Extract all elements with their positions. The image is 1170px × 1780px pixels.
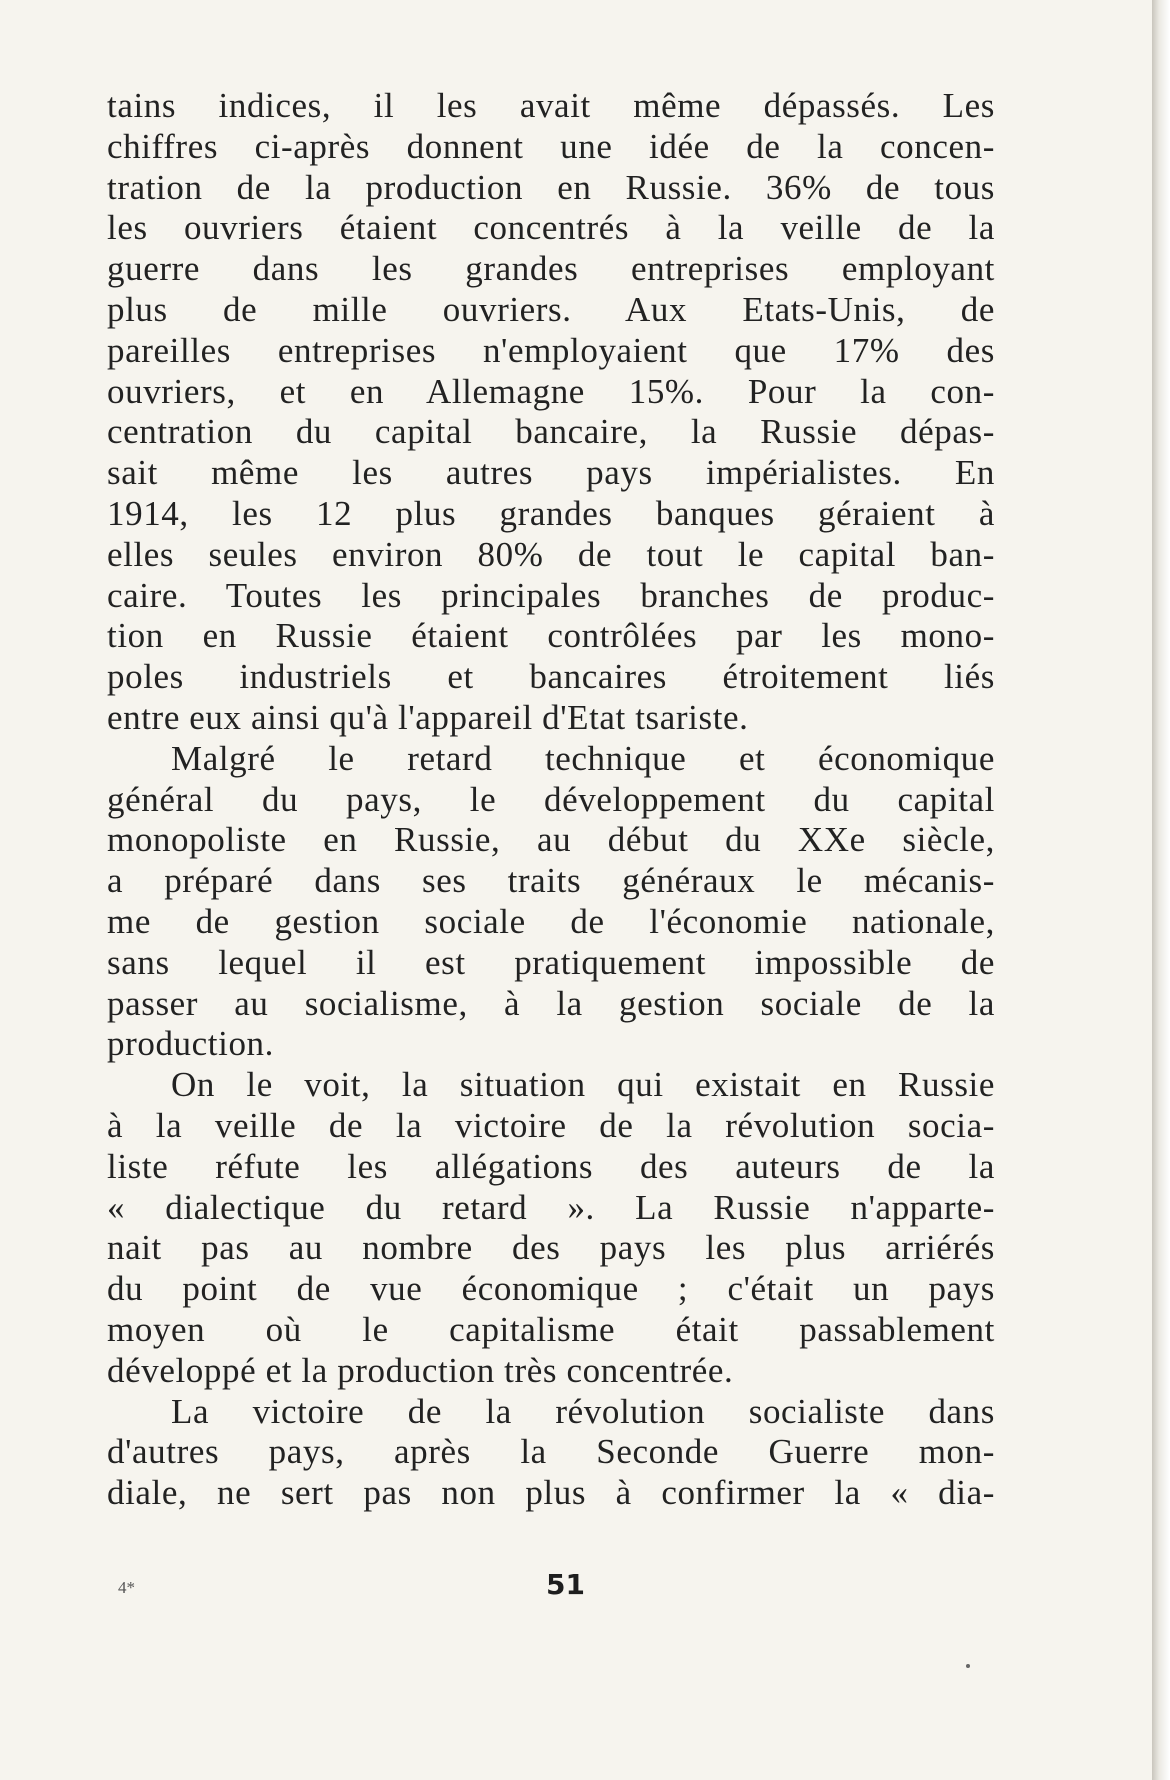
text-line: tration de la production en Russie. 36% de tous (107, 167, 995, 207)
text-line: monopoliste en Russie, au début du XXe siècle, (107, 820, 995, 860)
print-speck (966, 1664, 970, 1668)
text-line: Malgré le retard technique et économique (171, 738, 995, 778)
text-line: On le voit, la situation qui existait en Russie (171, 1065, 995, 1105)
text-line: tion en Russie étaient contrôlées par les mono- (107, 616, 995, 656)
text-line: diale, ne sert pas non plus à confirmer la « dia- (107, 1473, 995, 1513)
text-line: liste réfute les allégations des auteurs de la (107, 1146, 995, 1186)
page-number: 51 (546, 1568, 585, 1601)
text-line: ouvriers, et en Allemagne 15%. Pour la con- (107, 371, 995, 411)
text-line: a préparé dans ses traits généraux le mécanis- (107, 861, 995, 901)
page-edge (1152, 0, 1170, 1780)
text-line: développé et la production très concentrée. (107, 1350, 734, 1390)
text-line: les ouvriers étaient concentrés à la veille de la (107, 208, 995, 248)
text-line: La victoire de la révolution socialiste dans (171, 1391, 995, 1431)
text-line: 1914, les 12 plus grandes banques géraient à (107, 493, 995, 533)
signature-mark: 4* (118, 1578, 135, 1597)
text-line: à la veille de la victoire de la révolution socia- (107, 1105, 995, 1145)
text-line: poles industriels et bancaires étroitement liés (107, 657, 995, 697)
text-line: guerre dans les grandes entreprises employant (107, 249, 995, 289)
text-line: centration du capital bancaire, la Russie dépas- (107, 412, 995, 452)
text-line: me de gestion sociale de l'économie nationale, (107, 901, 995, 941)
text-line: moyen où le capitalisme était passablement (107, 1309, 995, 1349)
text-line: d'autres pays, après la Seconde Guerre mon- (107, 1432, 995, 1472)
text-line: passer au socialisme, à la gestion sociale de la (107, 983, 995, 1023)
text-line: sait même les autres pays impérialistes. En (107, 453, 995, 493)
text-line: chiffres ci-après donnent une idée de la concen- (107, 126, 995, 166)
text-line: pareilles entreprises n'employaient que 17% des (107, 330, 995, 370)
body-text (107, 86, 995, 1514)
text-line: « dialectique du retard ». La Russie n'apparte- (107, 1187, 995, 1227)
text-line: plus de mille ouvriers. Aux Etats-Unis, de (107, 289, 995, 329)
text-line: du point de vue économique ; c'était un pays (107, 1269, 995, 1309)
text-line: caire. Toutes les principales branches de produc- (107, 575, 995, 615)
text-line: sans lequel il est pratiquement impossible de (107, 942, 995, 982)
text-line: production. (107, 1024, 274, 1064)
text-line: elles seules environ 80% de tout le capital ban- (107, 534, 995, 574)
text-line: nait pas au nombre des pays les plus arriérés (107, 1228, 995, 1268)
text-line: entre eux ainsi qu'à l'appareil d'Etat tsariste. (107, 697, 749, 737)
text-line: général du pays, le développement du capital (107, 779, 995, 819)
text-line: tains indices, il les avait même dépassés. Les (107, 86, 995, 125)
